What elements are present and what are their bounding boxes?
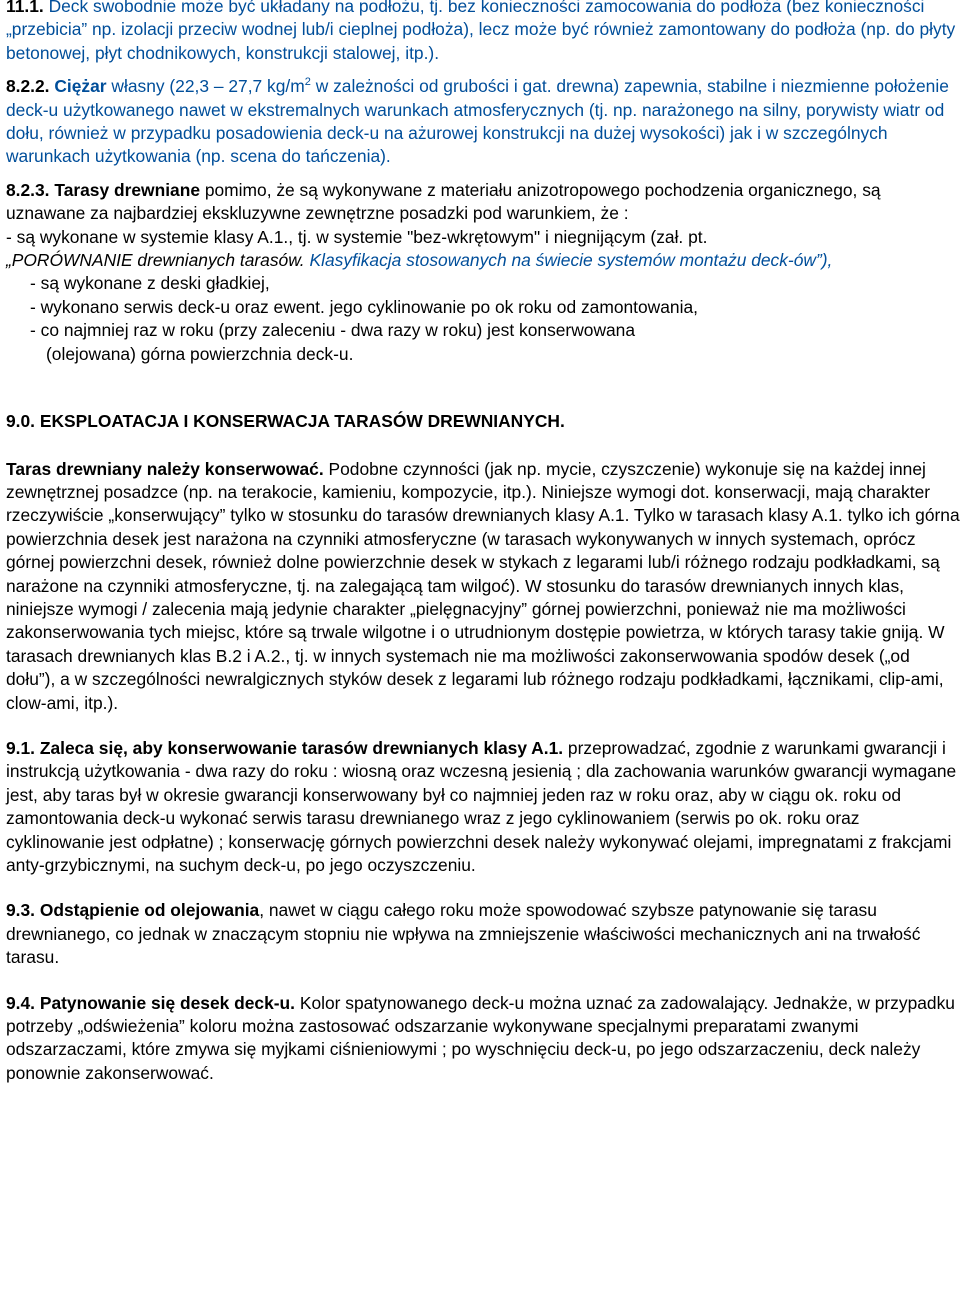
section-heading-9-0: 9.0. EKSPLOATACJA I KONSERWACJA TARASÓW DREWNIANYCH. bbox=[6, 411, 565, 432]
superscript: 2 bbox=[304, 76, 311, 89]
section-heading: Taras drewniany należy konserwować. bbox=[6, 458, 324, 479]
reference-title: „PORÓWNANIE drewnianych tarasów. bbox=[6, 250, 305, 271]
section-heading: 9.4. Patynowanie się desek deck-u. bbox=[6, 992, 296, 1013]
list-item: - wykonano serwis deck-u oraz ewent. jego cyklinowanie po ok roku od zamontowania, bbox=[30, 296, 698, 317]
section-9-3 bbox=[6, 899, 960, 969]
paragraph-text: Podobne czynności (jak np. mycie, czyszczenie) wykonuje się na każdej innej zewnętrznej posadzce (np. na terakocie, kamieniu, kompozycie, itp.). Niniejsze wymogi dot. konserwacji, mają charakter rzeczywiście „konserwujący” tylko w stosunku do tarasów drewnianych klasy A.1. Tylko w tarasach klasy A.1. tylko ich górna powierzchnia desek jest narażona na czynniki atmosferyczne (w tarasach wykonywanych w innych systemach, oprócz górnej powierzchni desek, również dolne powierzchnie desek w stykach z legarami lub/i różnego rodzaju podkładkami, są narażone na czynniki atmosferyczne, tj. na zalegającą tam wilgoć). W stosunku do tarasów drewnianych innych klas, niniejsze wymogi / zalecenia mają jedynie charakter „pielęgnacyjny” górnej powierzchni, ponieważ nie ma możliwości zakonserwowania tych miejsc, które są trwale wilgotne i o utrudnionym dostępie powietrza, w których tarasy takie gniją. W tarasach drewnianych klas B.2 i A.2., tj. w innych systemach nie ma możliwości zakonserwowania spodów desek („od dołu”), a w szczególności newralgicznych styków desek z legarami lub różnego rodzaju podkładkami, łącznikami, clip-ami, clow-ami, itp.). bbox=[6, 458, 960, 713]
section-9-4 bbox=[6, 992, 960, 1086]
section-heading: Ciężar bbox=[54, 76, 107, 97]
reference-text: Klasyfikacja stosowanych na świecie systemów montażu deck-ów”), bbox=[309, 250, 833, 271]
list-item: - co najmniej raz w roku (przy zaleceniu - dwa razy w roku) jest konserwowana bbox=[30, 320, 636, 341]
paragraph-text: własny (22,3 – 27,7 kg/m bbox=[111, 76, 305, 97]
section-8-2-2 bbox=[6, 75, 960, 169]
section-number: 11.1. bbox=[6, 0, 44, 16]
paragraph-text: Deck swobodnie może być układany na podłożu, tj. bez konieczności zamocowania do podłoża (bez konieczności „przebicia” np. izolacji przeciw wodnej lub/i cieplnej podłoża), lecz może być również zamontowany do podłoża (np. do płyty betonowej, płyt chodnikowych, konstrukcji stalowej, itp.). bbox=[6, 0, 956, 63]
paragraph-text: Kolor spatynowanego deck-u można uznać za zadowalający. Jednakże, w przypadku potrzeby „odświeżenia” koloru można zastosować odszarzanie wykonywane specjalnymi preparatami zwanymi odszarzaczami, które zmywa się myjkami ciśnieniowymi ; po wyschnięciu deck-u, po jego odszarzaczeniu, deck należy ponownie zakonserwować. bbox=[6, 992, 955, 1083]
paragraph-text: , nawet w ciągu całego roku może spowodować szybsze patynowanie się tarasu drewnianego, co jednak w znaczącym stopniu nie wpływa na zmniejszenie właściwości mechanicznych ani na trwałość tarasu. bbox=[6, 900, 921, 968]
document-page bbox=[6, 0, 960, 1085]
section-number: 8.2.3. bbox=[6, 179, 50, 200]
paragraph-text: przeprowadzać, zgodnie z warunkami gwarancji i instrukcją użytkowania - dwa razy do roku : wiosną oraz wczesną jesienią ; dla zachowania warunków gwarancji wymagane jest, aby taras był w okresie gwarancji konserwowany był co najmniej jeden raz w roku oraz, aby w ciągu ok. roku od zamontowania deck-u wykonać serwis tarasu drewnianego wraz z jego cyklinowaniem (serwis po ok. roku oraz cyklinowanie jest odpłatne) ; konserwację górnych powierzchni desek należy wykonywać olejami, impregnatami z frakcjami anty-grzybicznymi, na suchym deck-u, po jego oczyszczeniu. bbox=[6, 737, 957, 875]
section-number: 8.2.2. bbox=[6, 76, 50, 97]
list-item-continuation: (olejowana) górna powierzchnia deck-u. bbox=[46, 343, 354, 364]
section-heading: 9.1. Zaleca się, aby konserwowanie tarasów drewnianych klasy A.1. bbox=[6, 737, 564, 758]
reference-line bbox=[6, 249, 960, 272]
section-heading: Tarasy drewniane bbox=[54, 179, 200, 200]
section-taras bbox=[6, 458, 960, 715]
section-9-1 bbox=[6, 737, 960, 877]
section-8-2-3 bbox=[6, 179, 960, 226]
list-line: - są wykonane w systemie klasy A.1., tj. w systemie "bez-wkrętowym" i niegnijącym (zał. pt. bbox=[6, 226, 708, 247]
section-11-1 bbox=[6, 0, 960, 65]
section-heading: 9.3. Odstąpienie od olejowania bbox=[6, 900, 260, 921]
paragraph-text: w zależności od grubości i gat. drewna) zapewnia, stabilne i niezmienne położenie deck-u użytkowanego nawet w ekstremalnych warunkach atmosferycznych (tj. np. narażonego na silny, porywisty wiatr od dołu, również w przypadku posadowienia deck-u na ażurowej konstrukcji na dużej wysokości) jak i w szczególnych warunkach użytkowania (np. scena do tańczenia). bbox=[6, 76, 949, 167]
paragraph-text: pomimo, że są wykonywane z materiału anizotropowego pochodzenia organicznego, są uznawane za najbardziej ekskluzywne zewnętrzne posadzki pod warunkiem, że : bbox=[6, 179, 881, 224]
list-item: - są wykonane z deski gładkiej, bbox=[30, 273, 270, 294]
